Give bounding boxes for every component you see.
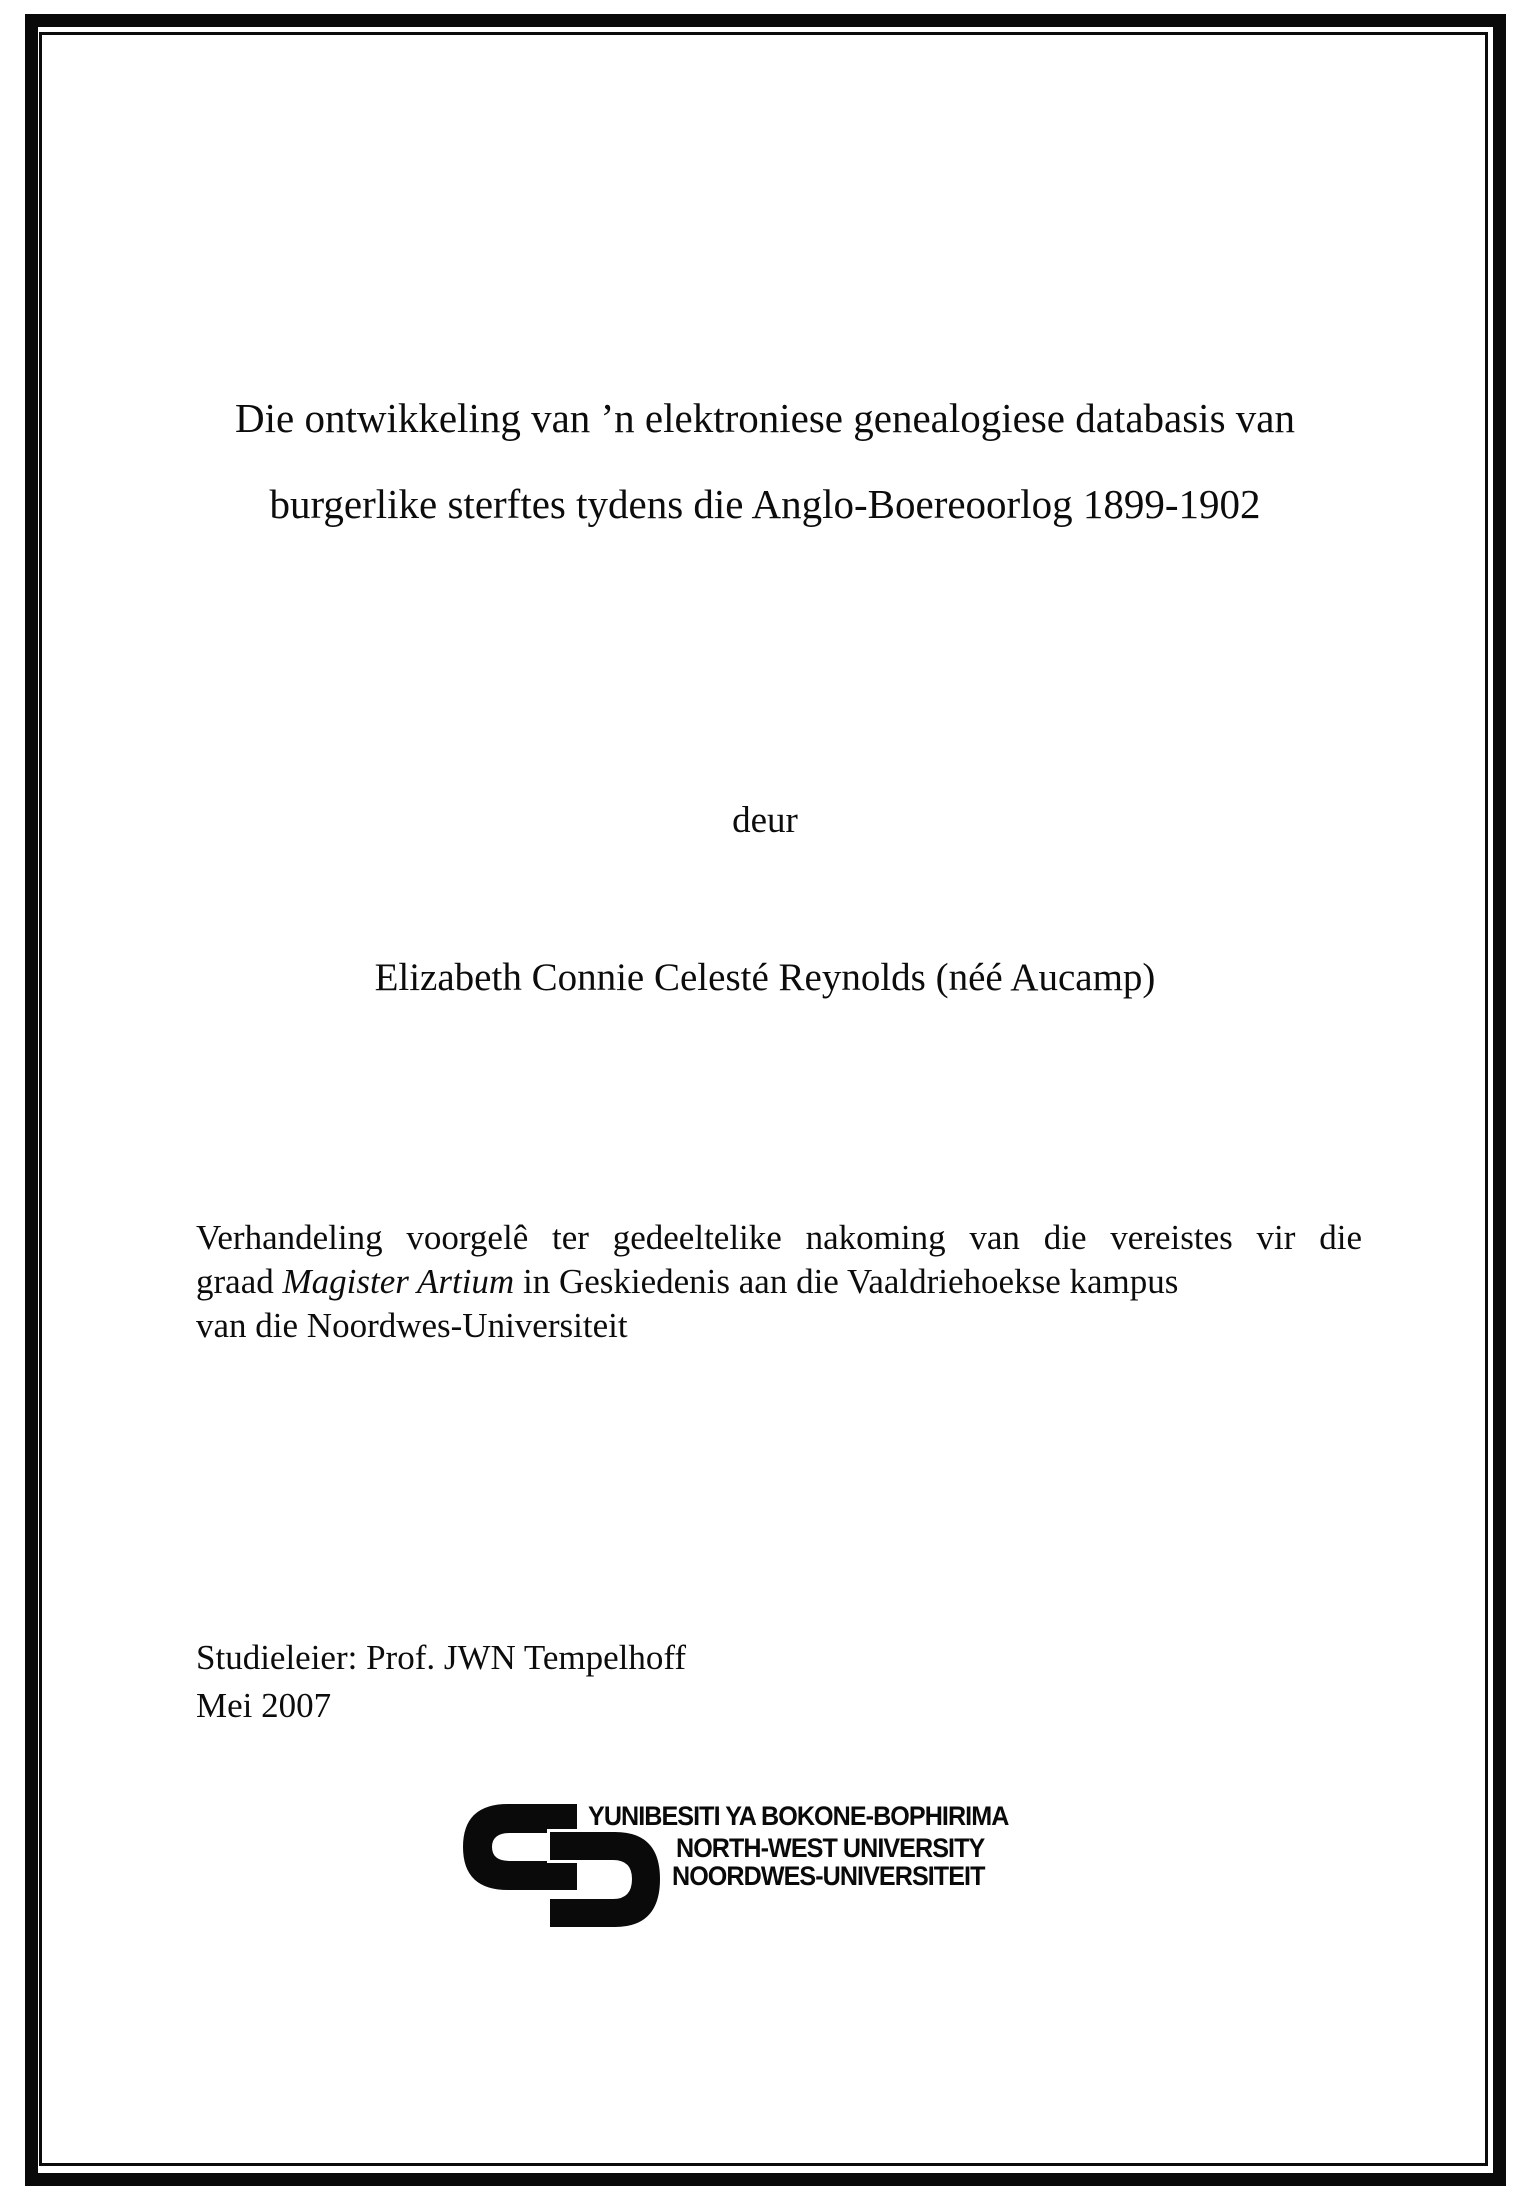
supervisor-block [196, 1634, 686, 1730]
logo-text-afrikaans: NOORDWES-UNIVERSITEIT [672, 1861, 985, 1891]
degree-name-italic: Magister Artium [282, 1262, 515, 1301]
degree-statement [196, 1216, 1362, 1348]
supervisor-line: Studieleier: Prof. JWN Tempelhoff [196, 1638, 687, 1677]
byline-deur: deur [732, 800, 798, 841]
degree-statement-line-2-pre: graad [196, 1262, 283, 1301]
degree-statement-line-3: van die Noordwes-Universiteit [196, 1306, 628, 1345]
logo-text-english: NORTH-WEST UNIVERSITY [676, 1833, 985, 1863]
date-line: Mei 2007 [196, 1686, 332, 1725]
degree-statement-line-1: Verhandeling voorgelê ter gedeeltelike nakoming van die vereistes vir die [196, 1218, 1362, 1257]
page-title-line-1: Die ontwikkeling van ’n elektroniese genealogiese databasis van [235, 395, 1295, 441]
author-name: Elizabeth Connie Celesté Reynolds (néé Aucamp) [374, 956, 1156, 999]
degree-statement-line-2-post: in Geskiedenis aan die Vaaldriehoekse kampus [514, 1262, 1179, 1301]
page-title-line-2: burgerlike sterftes tydens die Anglo-Boereoorlog 1899-1902 [269, 481, 1261, 527]
logo-text-setswana: YUNIBESITI YA BOKONE-BOPHIRIMA [588, 1801, 1009, 1831]
degree-statement-line-2 [196, 1260, 1362, 1304]
